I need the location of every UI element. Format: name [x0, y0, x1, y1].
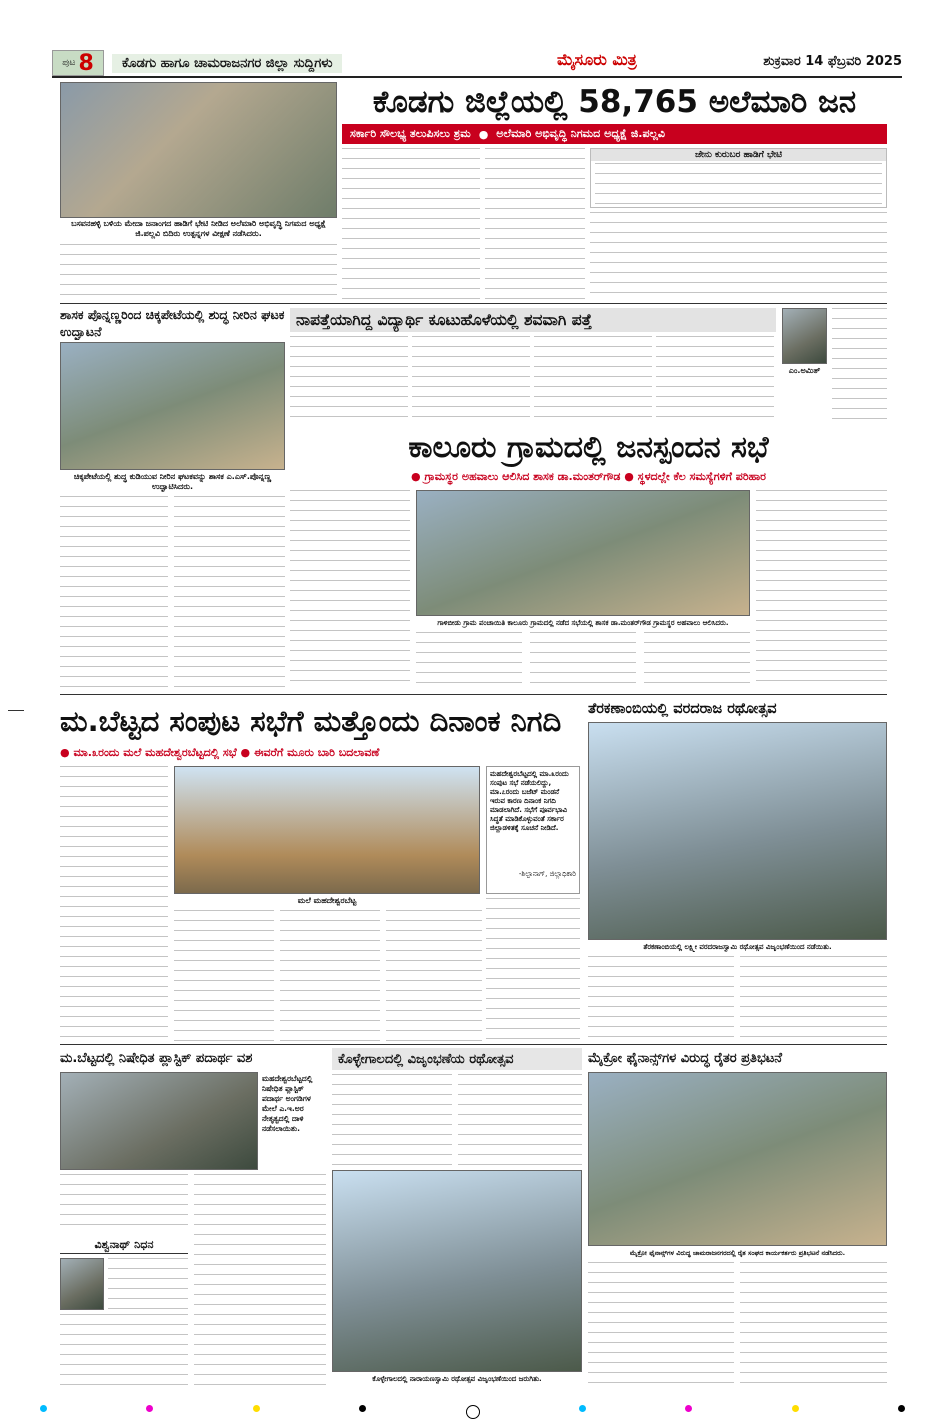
story6-body-col1	[588, 956, 734, 1042]
story3-portrait-caption: ಎಂ.ಅಮಿತ್	[788, 366, 821, 375]
story8-body-col2	[458, 1074, 582, 1166]
black-dot	[359, 1405, 366, 1412]
story4-body-col2	[416, 632, 522, 690]
obituary-body	[60, 1314, 188, 1388]
story8-body-col1	[332, 1074, 452, 1166]
story6-body-col2	[740, 956, 887, 1042]
lead-sidebox	[590, 148, 887, 208]
story4-photo	[416, 490, 750, 616]
story2-body-col2	[174, 496, 285, 692]
story5-body-col5	[486, 898, 580, 1042]
masthead: ಮೈಸೂರು ಮಿತ್ರ	[557, 50, 637, 69]
margin-mark	[8, 710, 24, 711]
divider	[60, 1044, 887, 1045]
section-title: ಕೊಡಗು ಹಾಗೂ ಚಾಮರಾಜನಗರ ಜಿಲ್ಲಾ ಸುದ್ದಿಗಳು	[112, 54, 342, 73]
issue-date: ಶುಕ್ರವಾರ 14 ಫೆಬ್ರವರಿ 2025	[763, 54, 902, 69]
lead-subheadline-banner: ಸರ್ಕಾರಿ ಸೌಲಭ್ಯ ತಲುಪಿಸಲು ಶ್ರಮ ● ಅಲೆಮಾರಿ ಅಭಿವೃದ್ಧಿ ನಿಗಮದ ಅಧ್ಯಕ್ಷೆ ಜಿ.ಪಲ್ಲವಿ	[342, 124, 887, 144]
yellow-dot	[253, 1405, 260, 1412]
magenta-dot	[685, 1405, 692, 1412]
story3-body-col2	[412, 336, 530, 426]
story5-sub1: ಮಾ.೩ರಂದು ಮಲೆ ಮಹದೇಶ್ವರಬೆಟ್ಟದಲ್ಲಿ ಸಭೆ	[73, 746, 237, 759]
lead-body-col2	[485, 148, 585, 300]
story4-subheadline: ● ಗ್ರಾಮಸ್ಥರ ಅಹವಾಲು ಆಲಿಸಿದ ಶಾಸಕ ಡಾ.ಮಂತರ್‌ಗೌಡ ● ಸ್ಥಳದಲ್ಲೇ ಕೆಲ ಸಮಸ್ಯೆಗಳಿಗೆ ಪರಿಹಾರ	[411, 470, 766, 483]
page-label: ಪುಟ	[62, 58, 76, 68]
cyan-dot	[579, 1405, 586, 1412]
lead-body-col1	[342, 148, 480, 300]
cyan-dot	[40, 1405, 47, 1412]
story5-body-col4	[386, 910, 482, 1042]
story2-body-col1	[60, 496, 168, 692]
divider	[60, 303, 887, 304]
story4-body-col4	[644, 632, 750, 690]
story7-side-caption: ಮಹದೇಶ್ವರಬೆಟ್ಟದಲ್ಲಿ ನಿಷೇಧಿತ ಪ್ಲಾಸ್ಟಿಕ್ ಪದಾರ್ಥ ಅಂಗಡಿಗಳ ಮೇಲೆ ಎ.ಇ.ಅರ ನೇತೃತ್ವದಲ್ಲಿ ದಾಳಿ ನಡೆಸಲಾಯಿತು.	[262, 1074, 313, 1133]
yellow-dot	[792, 1405, 799, 1412]
story4-headline: ಕಾಲೂರು ಗ್ರಾಮದಲ್ಲಿ ಜನಸ್ಪಂದನ ಸಭೆ	[408, 430, 769, 465]
story3-body-col4	[656, 336, 774, 426]
story9-body-col1	[588, 1262, 734, 1388]
story9-headline: ಮೈಕ್ರೋ ಫೈನಾನ್ಸ್‌ಗಳ ವಿರುದ್ಧ ರೈತರ ಪ್ರತಿಭಟನೆ	[588, 1051, 783, 1066]
lead-body-left	[60, 244, 337, 302]
story4-body-col5	[756, 490, 887, 690]
story8-headline: ಕೊಳ್ಳೇಗಾಲದಲ್ಲಿ ವಿಜೃಂಭಣೆಯ ರಥೋತ್ಸವ	[332, 1048, 582, 1070]
print-registration-marks	[40, 1405, 905, 1415]
lead-headline: ಕೊಡಗು ಜಿಲ್ಲೆಯಲ್ಲಿ 58,765 ಅಲೆಮಾರಿ ಜನ	[372, 84, 857, 120]
lead-sub1: ಸರ್ಕಾರಿ ಸೌಲಭ್ಯ ತಲುಪಿಸಲು ಶ್ರಮ	[350, 127, 471, 140]
magenta-dot	[146, 1405, 153, 1412]
story5-photo	[174, 766, 480, 894]
story4-body-col1	[290, 490, 410, 690]
page-header	[52, 50, 902, 78]
story6-headline: ತೆರಕಣಾಂಬಿಯಲ್ಲಿ ವರದರಾಜ ರಥೋತ್ಸವ	[588, 701, 777, 717]
story3-headline: ನಾಪತ್ತೆಯಾಗಿದ್ದ ವಿದ್ಯಾರ್ಥಿ ಕೂಟುಹೊಳೆಯಲ್ಲಿ ಶವವಾಗಿ ಪತ್ತೆ	[290, 308, 776, 332]
divider	[60, 694, 887, 695]
page-number-box	[52, 50, 104, 76]
story5-body-col2	[174, 910, 274, 1042]
story2-caption: ಚಿಕ್ಕಪೇಟೆಯಲ್ಲಿ ಶುದ್ಧ ಕುಡಿಯುವ ನೀರಿನ ಘಟಕವನ್ನು ಶಾಸಕ ಎ.ಎಸ್.ಪೊನ್ನಣ್ಣ ಉದ್ಘಾಟಿಸಿದರು.	[73, 472, 272, 491]
obituary-body-top	[108, 1258, 188, 1310]
story6-caption: ತೆರಕಣಾಂಬಿಯಲ್ಲಿ ಲಕ್ಷ್ಮೀ ವರದರಾಜಸ್ವಾಮಿ ರಥೋತ್ಸವ ವಿಜೃಂಭಣೆಯಿಂದ ನಡೆಯಿತು.	[643, 943, 832, 951]
obituary-portrait	[60, 1258, 104, 1310]
story5-body-col3	[280, 910, 380, 1042]
story8-photo	[332, 1170, 582, 1372]
story6-photo	[588, 722, 887, 940]
lead-sidebox-body	[595, 163, 882, 205]
story5-headline: ಮ.ಬೆಟ್ಟದ ಸಂಪುಟ ಸಭೆಗೆ ಮತ್ತೊಂದು ದಿನಾಂಕ ನಿಗದಿ	[60, 704, 562, 738]
story4-sub2: ಸ್ಥಳದಲ್ಲೇ ಕೆಲ ಸಮಸ್ಯೆಗಳಿಗೆ ಪರಿಹಾರ	[637, 470, 766, 483]
story9-body-col2	[740, 1262, 887, 1388]
obituary	[60, 1238, 188, 1388]
lead-sidebox-title: ಜೇನು ಕುರುಬರ ಹಾಡಿಗೆ ಭೇಟಿ	[591, 149, 886, 161]
story5-subheadline: ● ಮಾ.೩ರಂದು ಮಲೆ ಮಹದೇಶ್ವರಬೆಟ್ಟದಲ್ಲಿ ಸಭೆ ● ಈವರೆಗೆ ಮೂರು ಬಾರಿ ಬದಲಾವಣೆ	[60, 746, 380, 759]
lead-body-col3	[590, 212, 887, 300]
page-number: 8	[78, 50, 94, 76]
story7-body-col1	[60, 1174, 188, 1234]
story3-body-side	[832, 308, 887, 426]
story7-headline: ಮ.ಬೆಟ್ಟದಲ್ಲಿ ನಿಷೇಧಿತ ಪ್ಲಾಸ್ಟಿಕ್ ಪದಾರ್ಥ ವಶ	[60, 1051, 253, 1066]
story9-photo	[588, 1072, 887, 1246]
story7-body-col2	[194, 1174, 326, 1388]
story4-sub1: ಗ್ರಾಮಸ್ಥರ ಅಹವಾಲು ಆಲಿಸಿದ ಶಾಸಕ ಡಾ.ಮಂತರ್‌ಗೌಡ	[424, 470, 621, 483]
story2-photo	[60, 342, 285, 470]
story5-quote-text: ಮಹದೇಶ್ವರಬೆಟ್ಟದಲ್ಲಿ ಮಾ.೩ರಂದು ಸಂಪುಟ ಸಭೆ ನಡೆಯಲಿದ್ದು, ಮಾ.೭ರಂದು ಬಜೆಟ್ ಮಂಡನೆ ಇರುವ ಕಾರಣ ದಿನಾಂಕ ನಿಗದಿ ಮಾಡಲಾಗಿದೆ. ಸಭೆಗೆ ಪೂರ್ವಭಾವಿ ಸಿದ್ಧತೆ ಮಾಡಿಕೊಳ್ಳುವಂತೆ ಸರ್ಕಾರ ಜಿಲ್ಲಾಡಳಿತಕ್ಕೆ ಸೂಚನೆ ನೀಡಿದೆ.	[490, 770, 569, 832]
story3-body-col3	[534, 336, 652, 426]
story3-body-col1	[290, 336, 408, 426]
story7-photo	[60, 1072, 258, 1170]
story5-body-col1	[60, 766, 168, 1042]
story3-portrait	[782, 308, 827, 364]
lead-photo-caption: ಬಸವನಹಳ್ಳಿ ಬಳಿಯ ಮೇದಾ ಜನಾಂಗದ ಹಾಡಿಗೆ ಭೇಟಿ ನೀಡಿದ ಅಲೆಮಾರಿ ಅಭಿವೃದ್ಧಿ ನಿಗಮದ ಅಧ್ಯಕ್ಷೆ ಜಿ.ಪಲ್ಲವಿ ಬಿದಿರು ಉತ್ಪನ್ನಗಳ ವೀಕ್ಷಣೆ ನಡೆಸಿದರು.	[71, 219, 326, 238]
story8-caption: ಕೊಳ್ಳೇಗಾಲದಲ್ಲಿ ನಾರಾಯಣಸ್ವಾಮಿ ರಥೋತ್ಸವ ವಿಜೃಂಭಣೆಯಿಂದ ಜರುಗಿತು.	[372, 1375, 542, 1383]
story4-caption: ಗಾಳಿಬೀಡು ಗ್ರಾಮ ಪಂಚಾಯಿತಿ ಕಾಲೂರು ಗ್ರಾಮದಲ್ಲಿ ನಡೆದ ಸಭೆಯಲ್ಲಿ ಶಾಸಕ ಡಾ.ಮಂತರ್‌ಗೌಡ ಗ್ರಾಮಸ್ಥರ ಅಹವಾಲು ಆಲಿಸಿದರು.	[437, 619, 729, 627]
black-dot	[898, 1405, 905, 1412]
story4-body-col3	[530, 632, 636, 690]
story5-quote-box	[486, 766, 580, 894]
story5-quote-signature: -ಶಿಲ್ಪಾನಾಗ್, ಜಿಲ್ಲಾಧಿಕಾರಿ	[518, 870, 576, 878]
registration-target	[466, 1405, 480, 1419]
obituary-title: ವಿಶ್ವನಾಥ್ ನಿಧನ	[60, 1238, 188, 1254]
story5-sub2: ಈವರೆಗೆ ಮೂರು ಬಾರಿ ಬದಲಾವಣೆ	[253, 746, 380, 759]
story5-photo-caption: ಮಲೆ ಮಹದೇಶ್ವರಬೆಟ್ಟ	[297, 896, 357, 905]
story9-caption: ಮೈಕ್ರೋ ಫೈನಾನ್ಸ್‌ಗಳ ವಿರುದ್ಧ ಚಾಮರಾಜನಗರದಲ್ಲಿ ರೈತ ಸಂಘದ ಕಾರ್ಯಕರ್ತರು ಪ್ರತಿಭಟನೆ ನಡೆಸಿದರು.	[629, 1249, 846, 1257]
story2-headline: ಶಾಸಕ ಪೊನ್ನಣ್ಣರಿಂದ ಚಿಕ್ಕಪೇಟೆಯಲ್ಲಿ ಶುದ್ಧ ನೀರಿನ ಘಟಕ ಉದ್ಘಾಟನೆ	[60, 307, 285, 339]
lead-sub2: ಅಲೆಮಾರಿ ಅಭಿವೃದ್ಧಿ ನಿಗಮದ ಅಧ್ಯಕ್ಷೆ ಜಿ.ಪಲ್ಲವಿ	[496, 127, 666, 140]
lead-photo	[60, 82, 337, 218]
